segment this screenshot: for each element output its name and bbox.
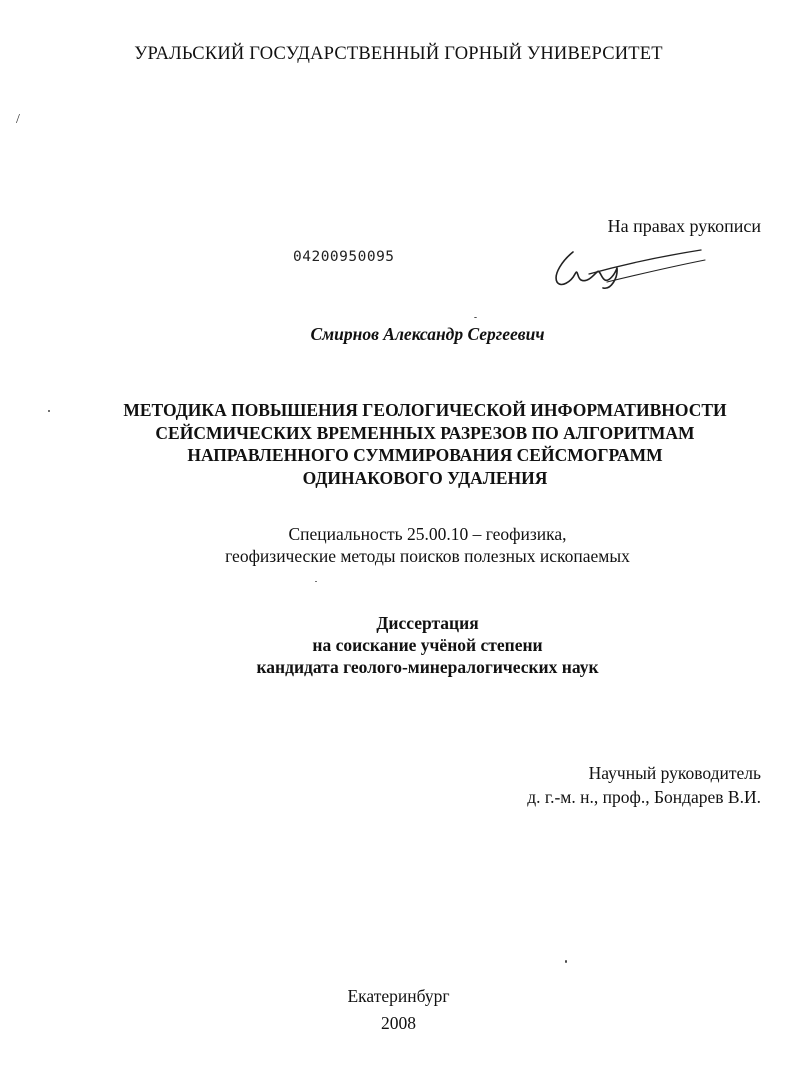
footer-block: [0, 983, 797, 1037]
city: Екатеринбург: [347, 986, 450, 1006]
title-line: НАПРАВЛЕННОГО СУММИРОВАНИЯ СЕЙСМОГРАММ: [187, 445, 663, 465]
degree-purpose: на соискание учёной степени: [312, 635, 543, 655]
scan-speck: [474, 317, 477, 318]
library-stamp-number: 04200950095: [293, 249, 395, 265]
title-line: ОДИНАКОВОГО УДАЛЕНИЯ: [302, 467, 548, 488]
university-name: УРАЛЬСКИЙ ГОСУДАРСТВЕННЫЙ ГОРНЫЙ УНИВЕРСИТЕТ: [134, 44, 663, 64]
title-line: СЕЙСМИЧЕСКИХ ВРЕМЕННЫХ РАЗРЕЗОВ ПО АЛГОРИТМАМ: [155, 422, 695, 443]
manuscript-rights-note: На правах рукописи: [607, 216, 761, 236]
dissertation-title: [90, 399, 760, 489]
scan-speck: [565, 960, 567, 963]
year: 2008: [381, 1013, 416, 1033]
signature-icon: [545, 238, 710, 298]
document-type: Диссертация: [376, 613, 479, 633]
scan-speck: [48, 410, 50, 412]
supervisor-role: Научный руководитель: [588, 763, 761, 783]
specialty-block: [0, 523, 797, 567]
author-name: Смирнов Александр Сергеевич: [310, 324, 545, 344]
margin-mark: /: [16, 112, 20, 127]
specialty-code: Специальность 25.00.10 – геофизика,: [288, 524, 567, 544]
supervisor-name: д. г.-м. н., проф., Бондарев В.И.: [527, 787, 761, 807]
degree-name: кандидата геолого-минералогических наук: [256, 657, 599, 677]
degree-block: [0, 612, 797, 678]
scan-speck: [315, 581, 317, 582]
title-line: МЕТОДИКА ПОВЫШЕНИЯ ГЕОЛОГИЧЕСКОЙ ИНФОРМАТИВНОСТИ: [123, 400, 727, 420]
supervisor-block: [420, 761, 761, 809]
specialty-description: геофизические методы поисков полезных ископаемых: [225, 546, 630, 566]
